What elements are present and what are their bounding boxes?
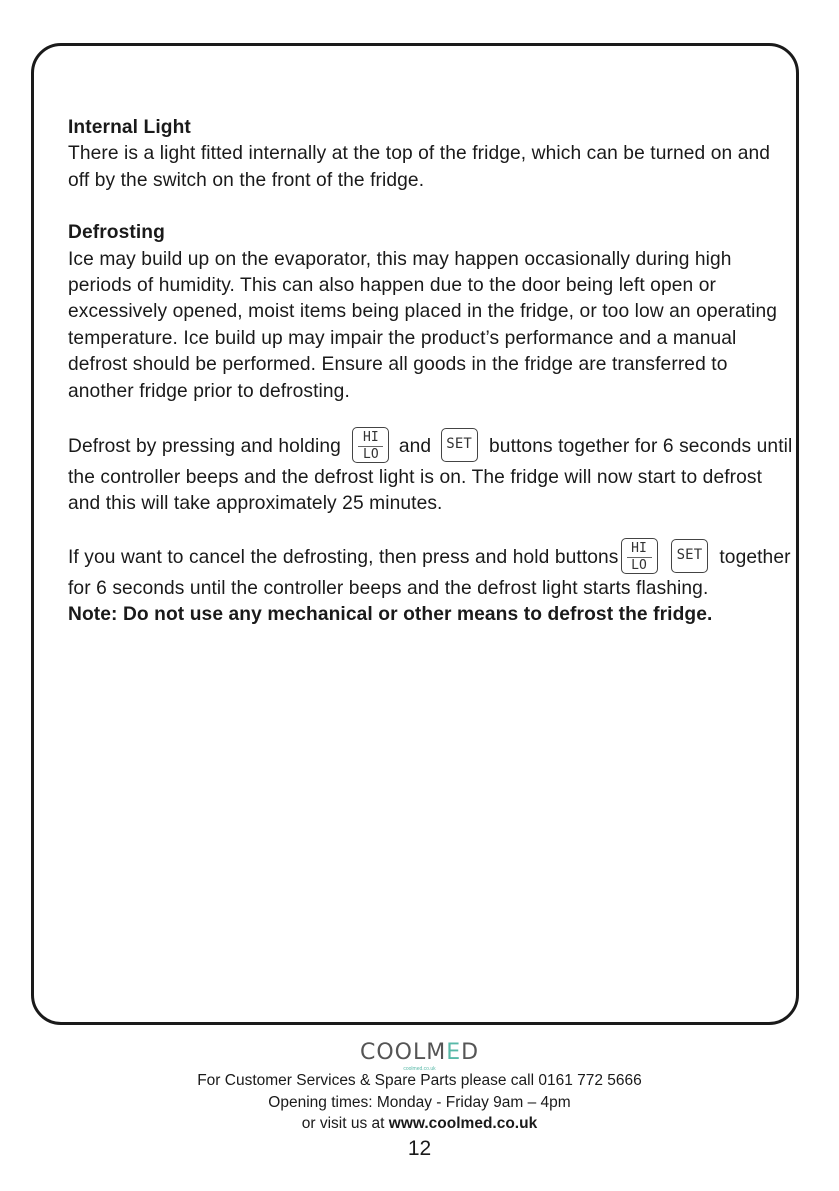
lo-label: LO bbox=[627, 557, 652, 573]
footer-customer-services: For Customer Services & Spare Parts please call 0161 772 5666 bbox=[197, 1072, 642, 1089]
set-button-icon: SET bbox=[441, 428, 478, 462]
logo-right: D bbox=[461, 1040, 480, 1065]
hi-label: HI bbox=[631, 540, 647, 556]
internal-light-body: There is a light fitted internally at the top of the fridge, which can be turned on and off by the switch on the front of the fridge. bbox=[68, 143, 771, 191]
defrost-post-text: buttons together for 6 seconds until the controller beeps and the defrost light is on. The fridge will now start to defrost and this will take approximately 25 minutes. bbox=[68, 436, 793, 515]
logo-subtext: coolmed.co.uk bbox=[403, 1066, 436, 1072]
logo-accent: E bbox=[446, 1040, 462, 1065]
cancel-pre-text: If you want to cancel the defrosting, then press and hold buttons bbox=[68, 546, 619, 568]
defrost-and-text: and bbox=[398, 436, 432, 458]
page-number: 12 bbox=[407, 1137, 432, 1160]
internal-light-heading: Internal Light bbox=[68, 117, 191, 138]
footer-visit-text: or visit us at bbox=[301, 1115, 385, 1132]
hi-lo-button-icon bbox=[352, 427, 389, 463]
coolmed-logo bbox=[0, 1040, 839, 1065]
page-content bbox=[68, 115, 793, 629]
footer-website bbox=[0, 1115, 839, 1133]
defrosting-heading: Defrosting bbox=[68, 222, 165, 244]
footer-opening-times: Opening times: Monday - Friday 9am – 4pm bbox=[268, 1094, 571, 1111]
hi-lo-button-icon bbox=[621, 538, 658, 574]
cancel-instructions bbox=[68, 540, 793, 602]
footer-website-link[interactable]: www.coolmed.co.uk bbox=[388, 1115, 538, 1132]
logo-left: COOLM bbox=[359, 1040, 447, 1065]
lo-label: LO bbox=[358, 446, 383, 462]
defrost-pre-text: Defrost by pressing and holding bbox=[68, 436, 341, 458]
hi-label: HI bbox=[362, 430, 379, 446]
set-button-icon: SET bbox=[671, 539, 708, 573]
defrost-instructions bbox=[68, 429, 793, 518]
safety-note: Note: Do not use any mechanical or other means to defrost the fridge. bbox=[68, 604, 713, 626]
cancel-post-text: together for 6 seconds until the controller beeps and the defrost light starts flashing. bbox=[68, 546, 791, 599]
defrosting-body: Ice may build up on the evaporator, this may happen occasionally during high periods of humidity. This can also happen due to the door being left open or excessively opened, moist items being placed in the fridge, or too low an operating temperature. Ice build up may impair the product’s performance and a manual defrost should be performed. Ensure all goods in the fridge are transferred to another fridge prior to defrosting. bbox=[68, 248, 778, 402]
